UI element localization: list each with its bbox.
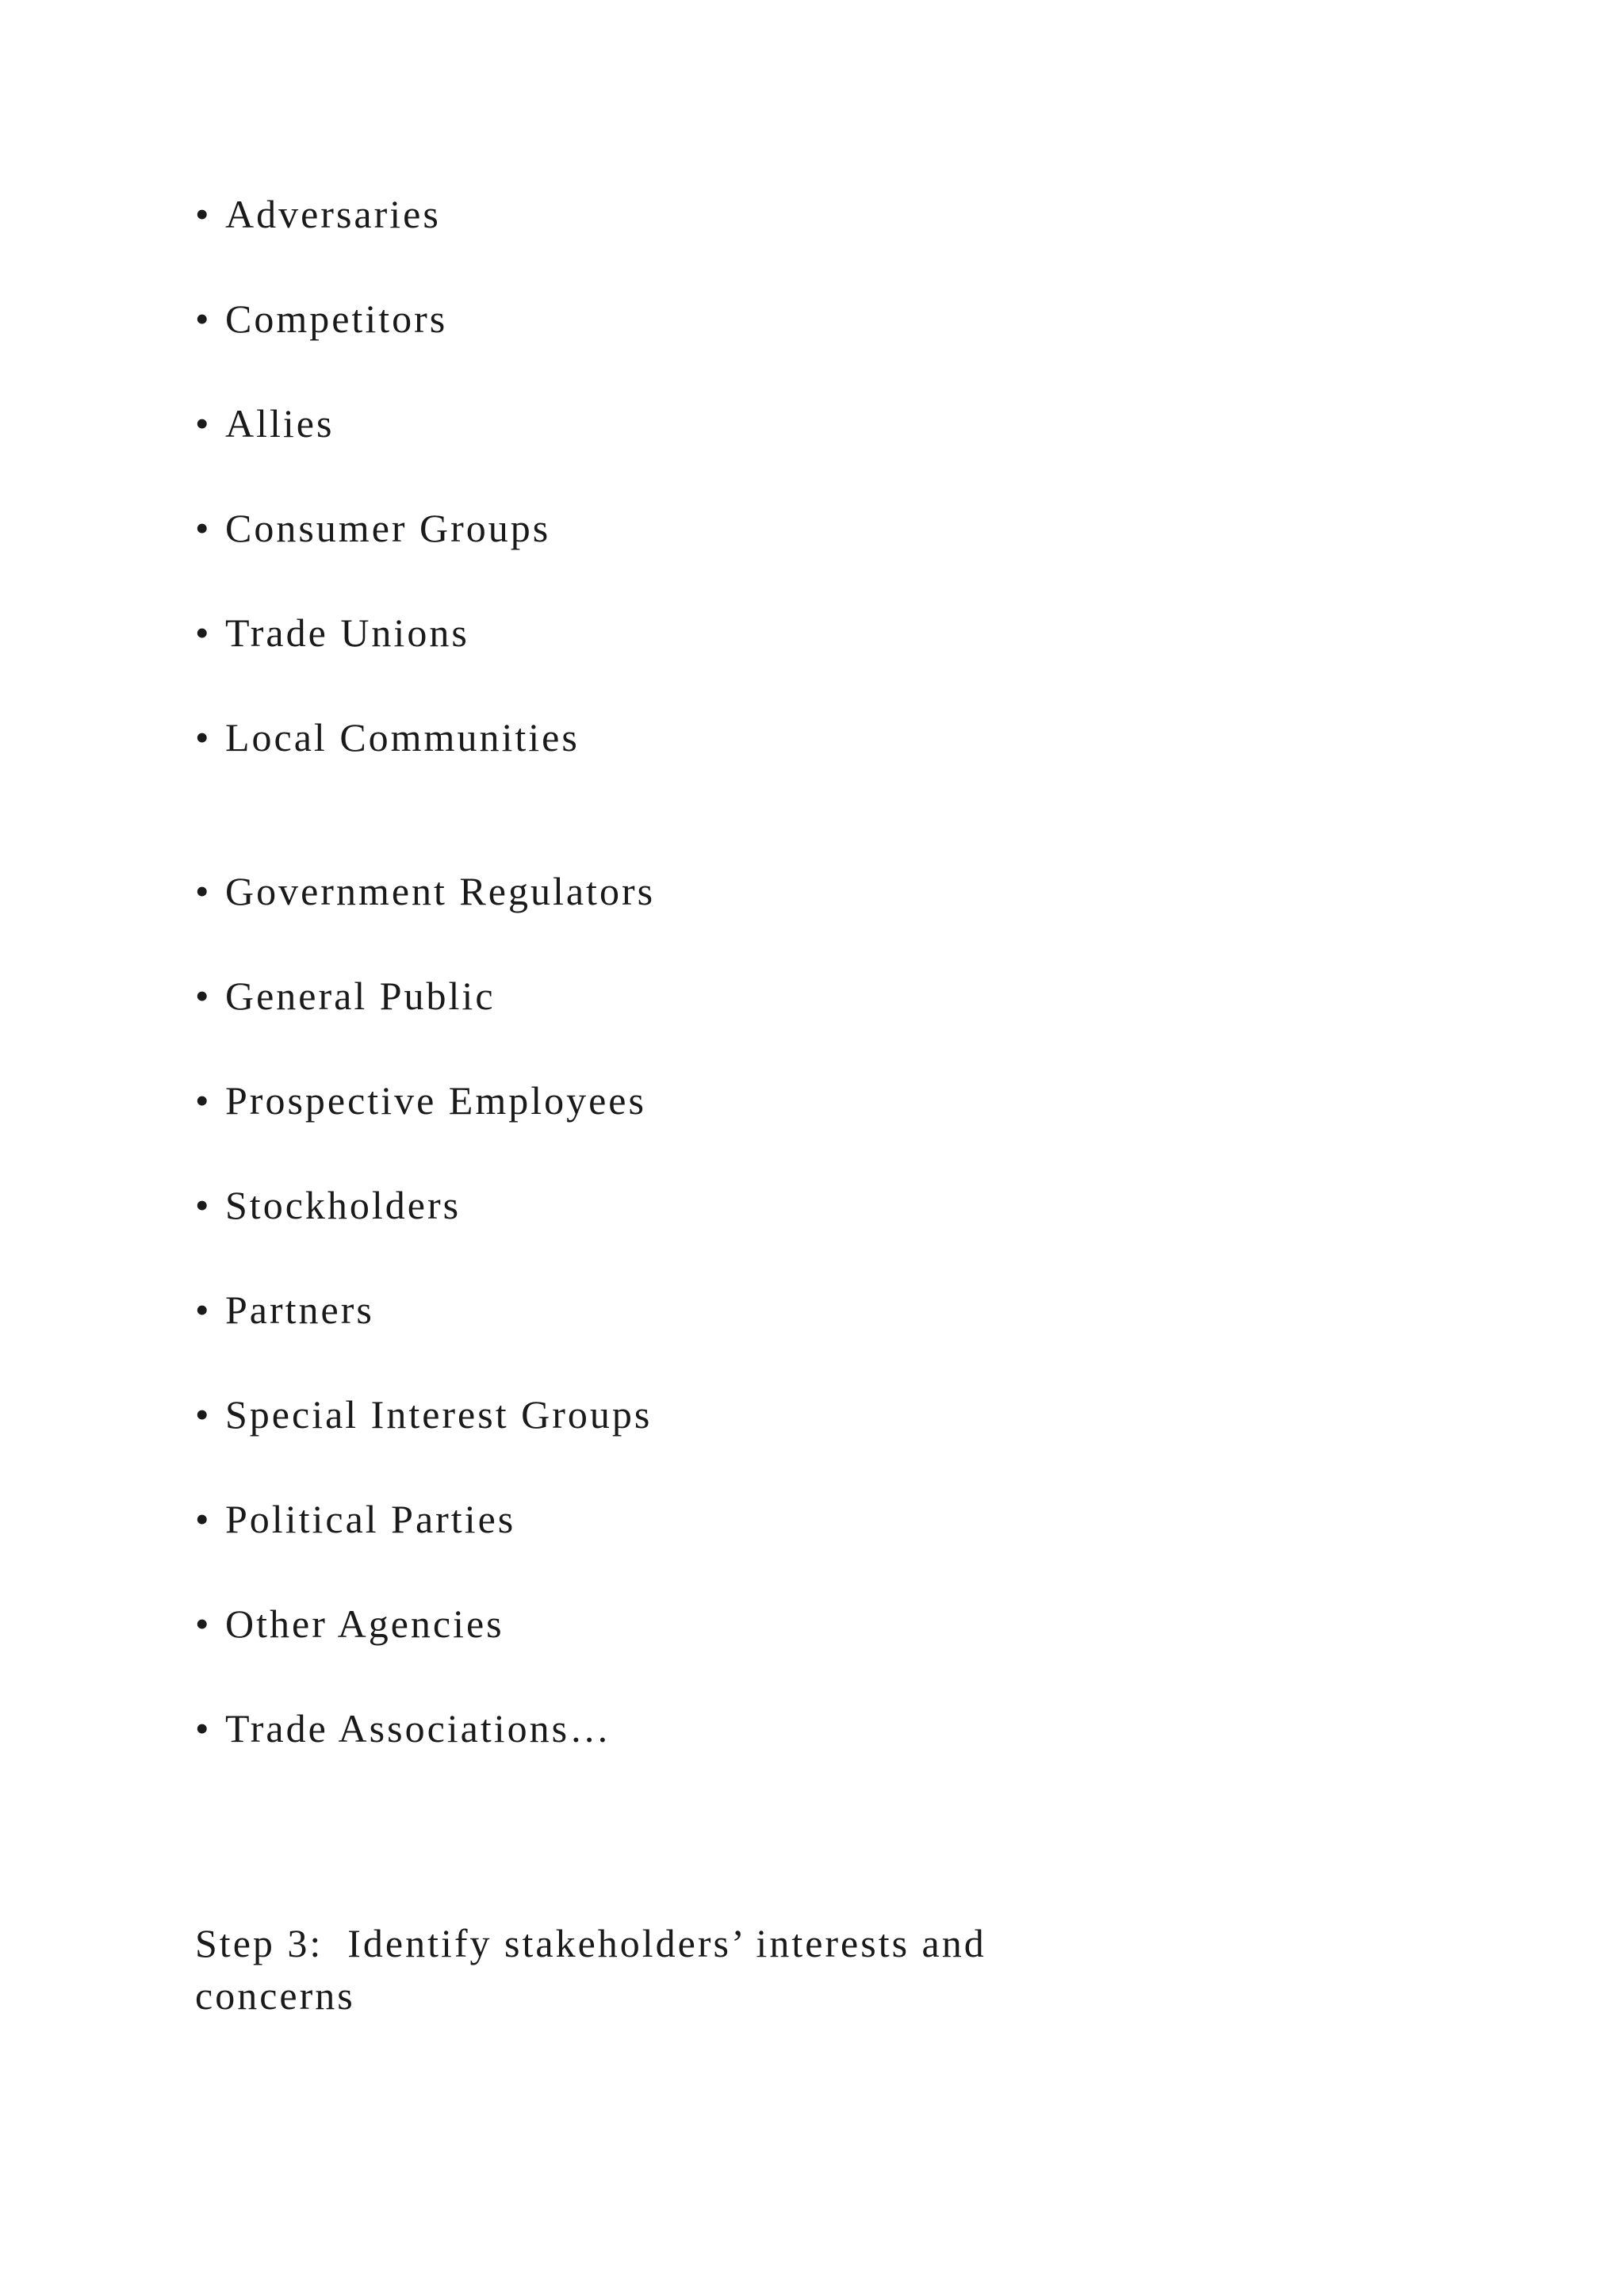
- list-item-text: General Public: [225, 974, 496, 1018]
- bullet-icon: •: [195, 506, 212, 550]
- bullet-icon: •: [195, 869, 212, 913]
- bullet-icon: •: [195, 1288, 212, 1332]
- bullet-icon: •: [195, 974, 212, 1018]
- step-heading-line-2: concerns: [195, 1973, 355, 2018]
- list-item: [195, 1286, 655, 1334]
- bullet-icon: •: [195, 297, 212, 341]
- list-item-text: Adversaries: [225, 192, 441, 236]
- list-item-text: Allies: [225, 401, 335, 446]
- list-item-text: Special Interest Groups: [225, 1392, 653, 1437]
- list-item-text: Competitors: [225, 297, 448, 341]
- bullet-icon: •: [195, 192, 212, 236]
- bullet-icon: •: [195, 1078, 212, 1123]
- list-item-text: Partners: [225, 1288, 374, 1332]
- list-item-text: Other Agencies: [225, 1601, 504, 1646]
- bullet-icon: •: [195, 715, 212, 760]
- list-item: [195, 190, 580, 238]
- list-item: [195, 609, 580, 656]
- list-item: [195, 1495, 655, 1543]
- stakeholder-list-part-2: [195, 867, 655, 1809]
- list-item-text: Government Regulators: [225, 869, 656, 913]
- step-heading-line-1: Step 3: Identify stakeholders’ interests and: [195, 1921, 986, 1965]
- bullet-icon: •: [195, 1601, 212, 1646]
- bullet-icon: •: [195, 1706, 212, 1751]
- list-item: [195, 1181, 655, 1229]
- list-item: [195, 1391, 655, 1438]
- bullet-icon: •: [195, 610, 212, 655]
- list-item: [195, 400, 580, 447]
- list-item: [195, 714, 580, 761]
- list-item-text: Trade Associations…: [225, 1706, 612, 1751]
- list-item: [195, 295, 580, 342]
- bullet-icon: •: [195, 1497, 212, 1541]
- list-item: [195, 972, 655, 1020]
- list-item: [195, 504, 580, 552]
- stakeholder-list-part-1: [195, 190, 580, 818]
- list-item-text: Political Parties: [225, 1497, 516, 1541]
- bullet-icon: •: [195, 401, 212, 446]
- list-item-text: Prospective Employees: [225, 1078, 646, 1123]
- bullet-icon: •: [195, 1392, 212, 1437]
- list-item-text: Trade Unions: [225, 610, 469, 655]
- list-item: [195, 867, 655, 915]
- list-item: [195, 1077, 655, 1124]
- list-item-text: Consumer Groups: [225, 506, 551, 550]
- list-item-text: Stockholders: [225, 1183, 462, 1227]
- bullet-icon: •: [195, 1183, 212, 1227]
- step-heading: [195, 1917, 1147, 2022]
- list-item-text: Local Communities: [225, 715, 580, 760]
- list-item: [195, 1600, 655, 1647]
- list-item: [195, 1705, 655, 1752]
